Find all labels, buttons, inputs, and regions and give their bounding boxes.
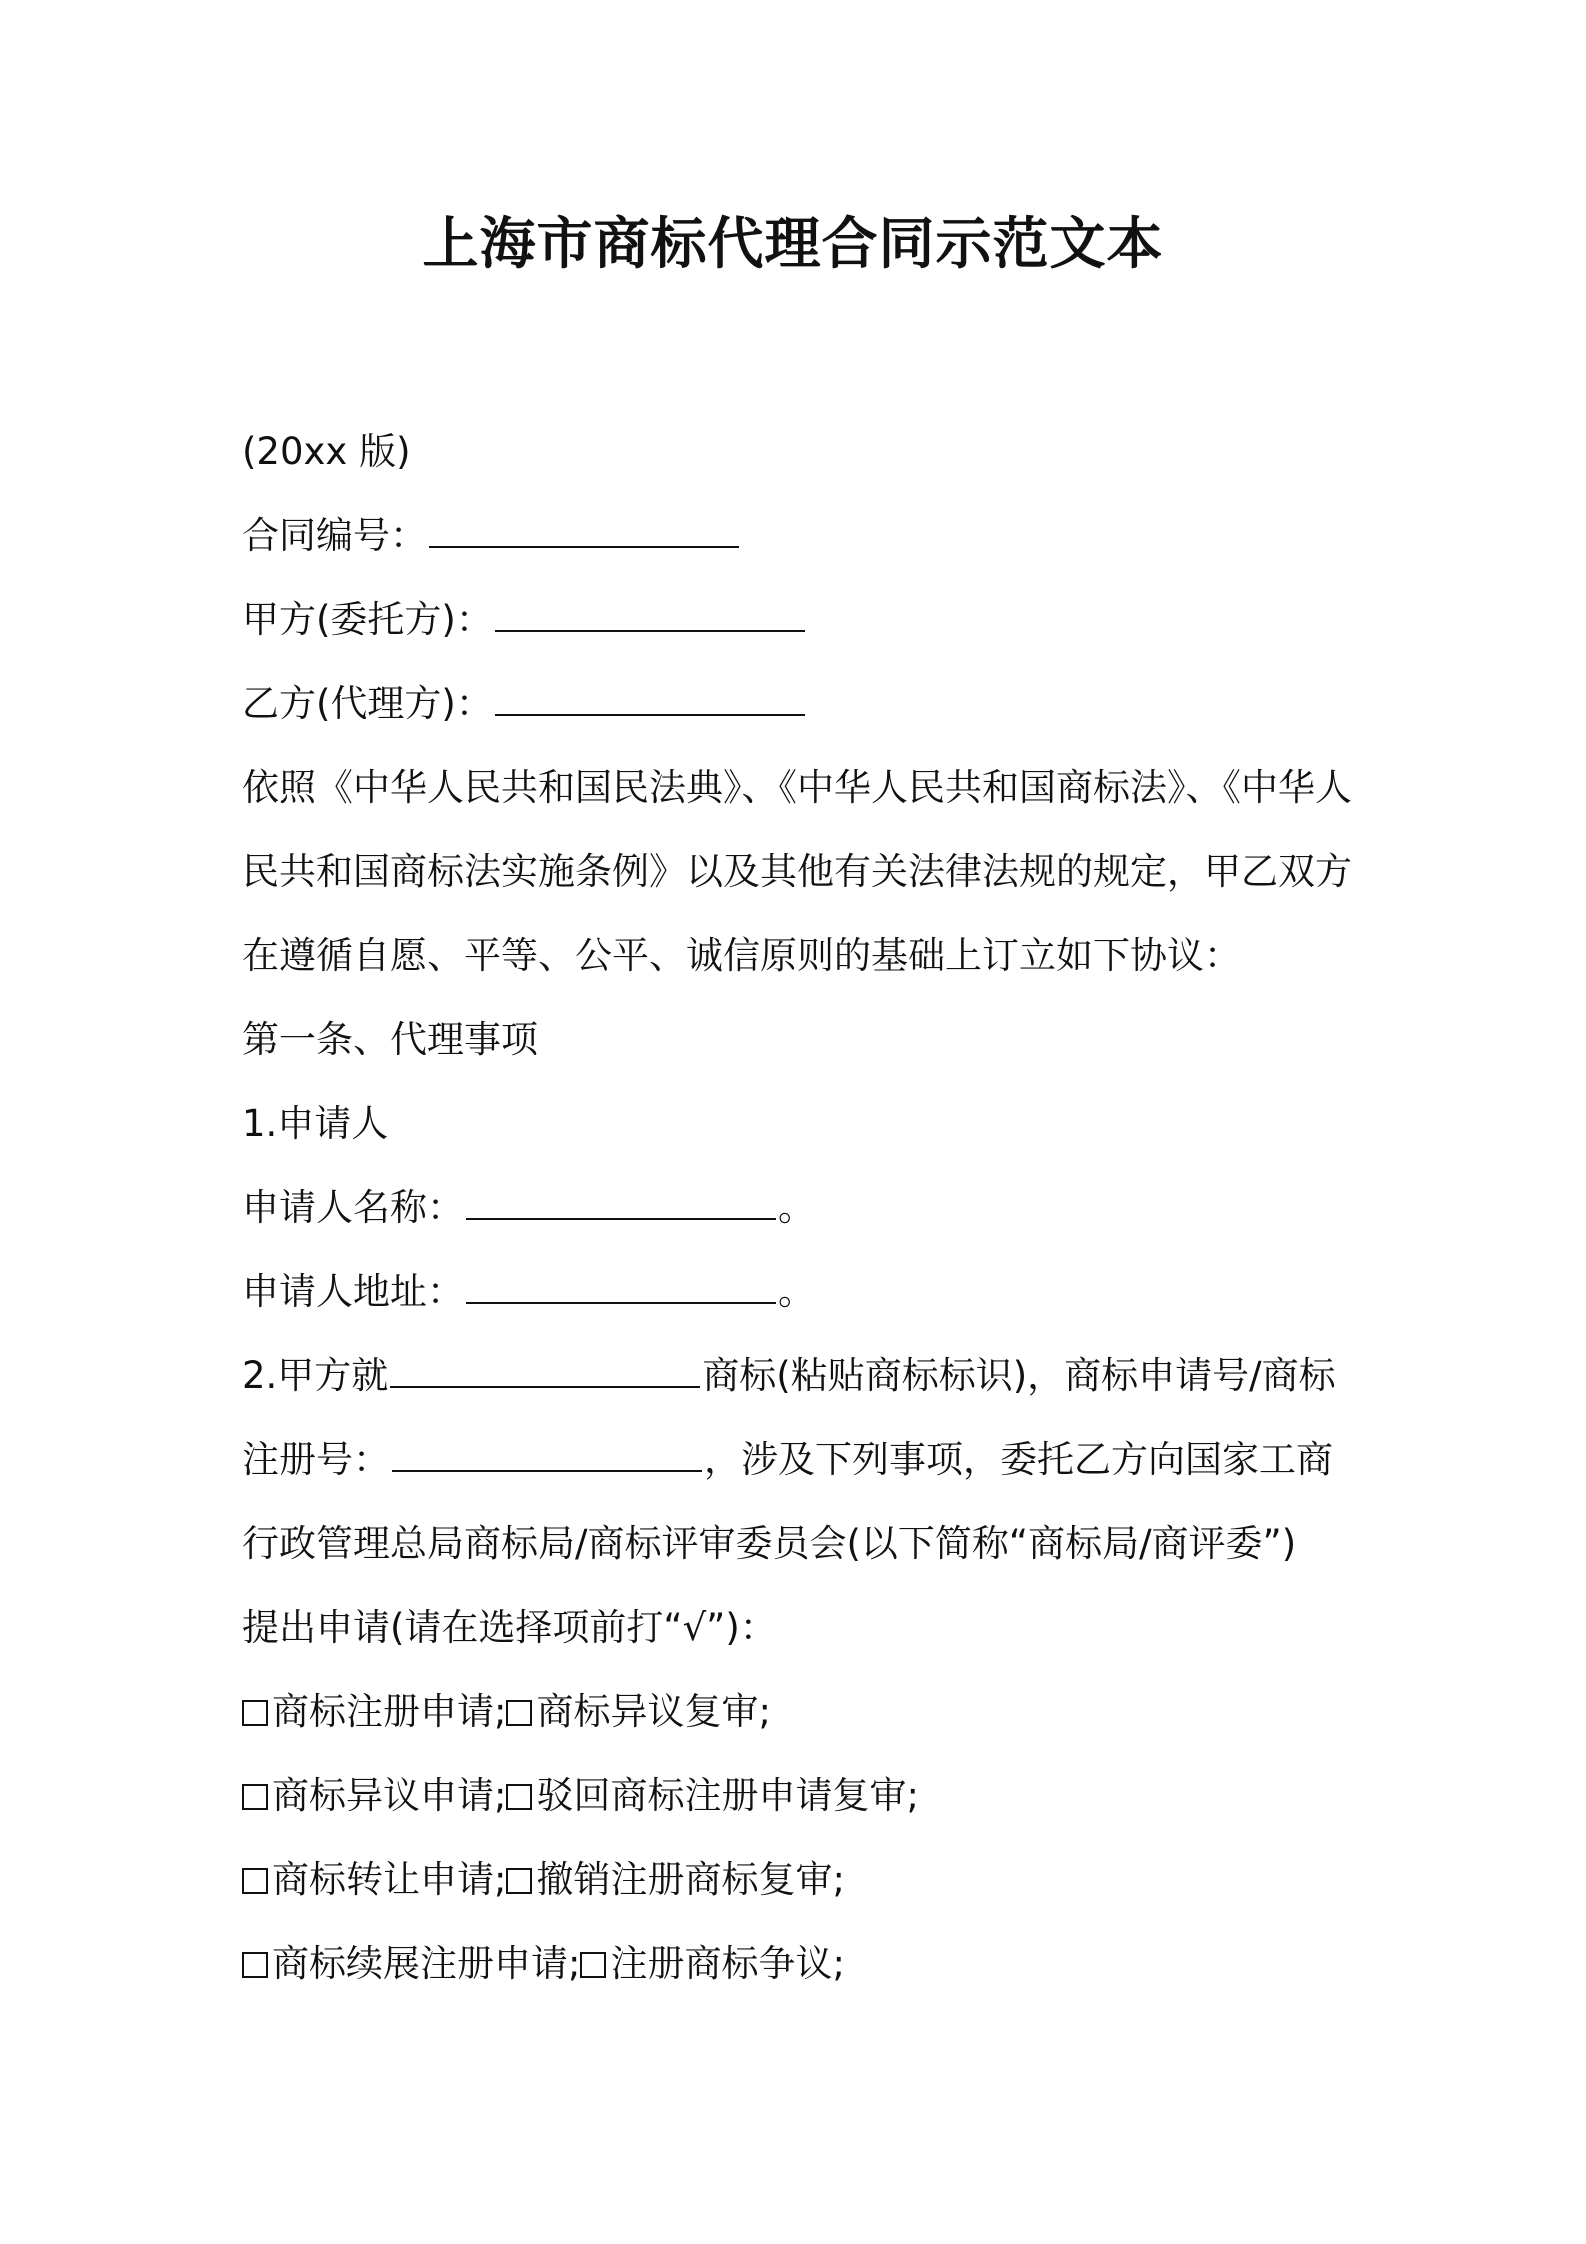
applicant-name-line (242, 1166, 1352, 1250)
contract-no-blank (429, 516, 739, 548)
party-b-line (242, 662, 1352, 746)
party-b-label: 乙方(代理方)： (242, 682, 493, 725)
applicant-name-blank (466, 1188, 776, 1220)
intro-line-3: 在遵循自愿、平等、公平、诚信原则的基础上订立如下协议： (242, 934, 1241, 977)
admin-line: 行政管理总局商标局/商标评审委员会(以下简称“商标局/商评委”) (242, 1522, 1297, 1565)
party-b-blank (495, 684, 805, 716)
checkbox-icon[interactable] (242, 1700, 268, 1726)
checkbox-icon[interactable] (506, 1700, 532, 1726)
option-label: 注册商标争议; (610, 1942, 845, 1985)
applicant-address-line (242, 1250, 1352, 1334)
reg-no-blank (392, 1440, 702, 1472)
applicant-address-label: 申请人地址： (242, 1270, 464, 1313)
document-title: 上海市商标代理合同示范文本 (422, 212, 1164, 277)
period-mark: 。 (778, 1186, 815, 1229)
applicant-address-blank (466, 1272, 776, 1304)
version-line: (20xx 版) (242, 430, 411, 473)
reg-no-label: 注册号： (242, 1438, 390, 1481)
option-row (242, 1670, 1352, 1754)
option-row (242, 1754, 1352, 1838)
contract-no-label: 合同编号： (242, 514, 427, 557)
reg-no-suffix: ，涉及下列事项，委托乙方向国家工商 (704, 1438, 1333, 1481)
option-label: 商标异议申请; (272, 1774, 507, 1817)
intro-line-2: 民共和国商标法实施条例》以及其他有关法律法规的规定，甲乙双方 (242, 850, 1352, 893)
item1-heading: 1.申请人 (242, 1102, 389, 1145)
checkbox-icon[interactable] (580, 1952, 606, 1978)
party-a-blank (495, 600, 805, 632)
intro-line-1: 依照《中华人民共和国民法典》、《中华人民共和国商标法》、《中华人 (242, 766, 1352, 809)
party-a-label: 甲方(委托方)： (242, 598, 493, 641)
item2-suffix: 商标(粘贴商标标识)，商标申请号/商标 (702, 1354, 1336, 1397)
option-row (242, 1922, 1352, 2006)
option-label: 商标续展注册申请; (272, 1942, 581, 1985)
option-label: 撤销注册商标复审; (536, 1858, 845, 1901)
option-label: 驳回商标注册申请复审; (536, 1774, 919, 1817)
reg-no-line (242, 1418, 1352, 1502)
option-label: 商标异议复审; (536, 1690, 771, 1733)
option-row (242, 1838, 1352, 1922)
option-label: 商标转让申请; (272, 1858, 507, 1901)
item2-prefix: 2.甲方就 (242, 1354, 389, 1397)
apply-line: 提出申请(请在选择项前打“√”)： (242, 1606, 777, 1649)
checkbox-icon[interactable] (506, 1784, 532, 1810)
contract-no-line (242, 494, 1352, 578)
checkbox-icon[interactable] (242, 1868, 268, 1894)
applicant-name-label: 申请人名称： (242, 1186, 464, 1229)
checkbox-icon[interactable] (242, 1952, 268, 1978)
option-label: 商标注册申请; (272, 1690, 507, 1733)
checkbox-icon[interactable] (506, 1868, 532, 1894)
article1-heading: 第一条、代理事项 (242, 1018, 538, 1061)
trademark-name-blank (390, 1356, 700, 1388)
period-mark: 。 (778, 1270, 815, 1313)
party-a-line (242, 578, 1352, 662)
item2-line (242, 1334, 1352, 1418)
document-body (242, 410, 1352, 2006)
checkbox-icon[interactable] (242, 1784, 268, 1810)
